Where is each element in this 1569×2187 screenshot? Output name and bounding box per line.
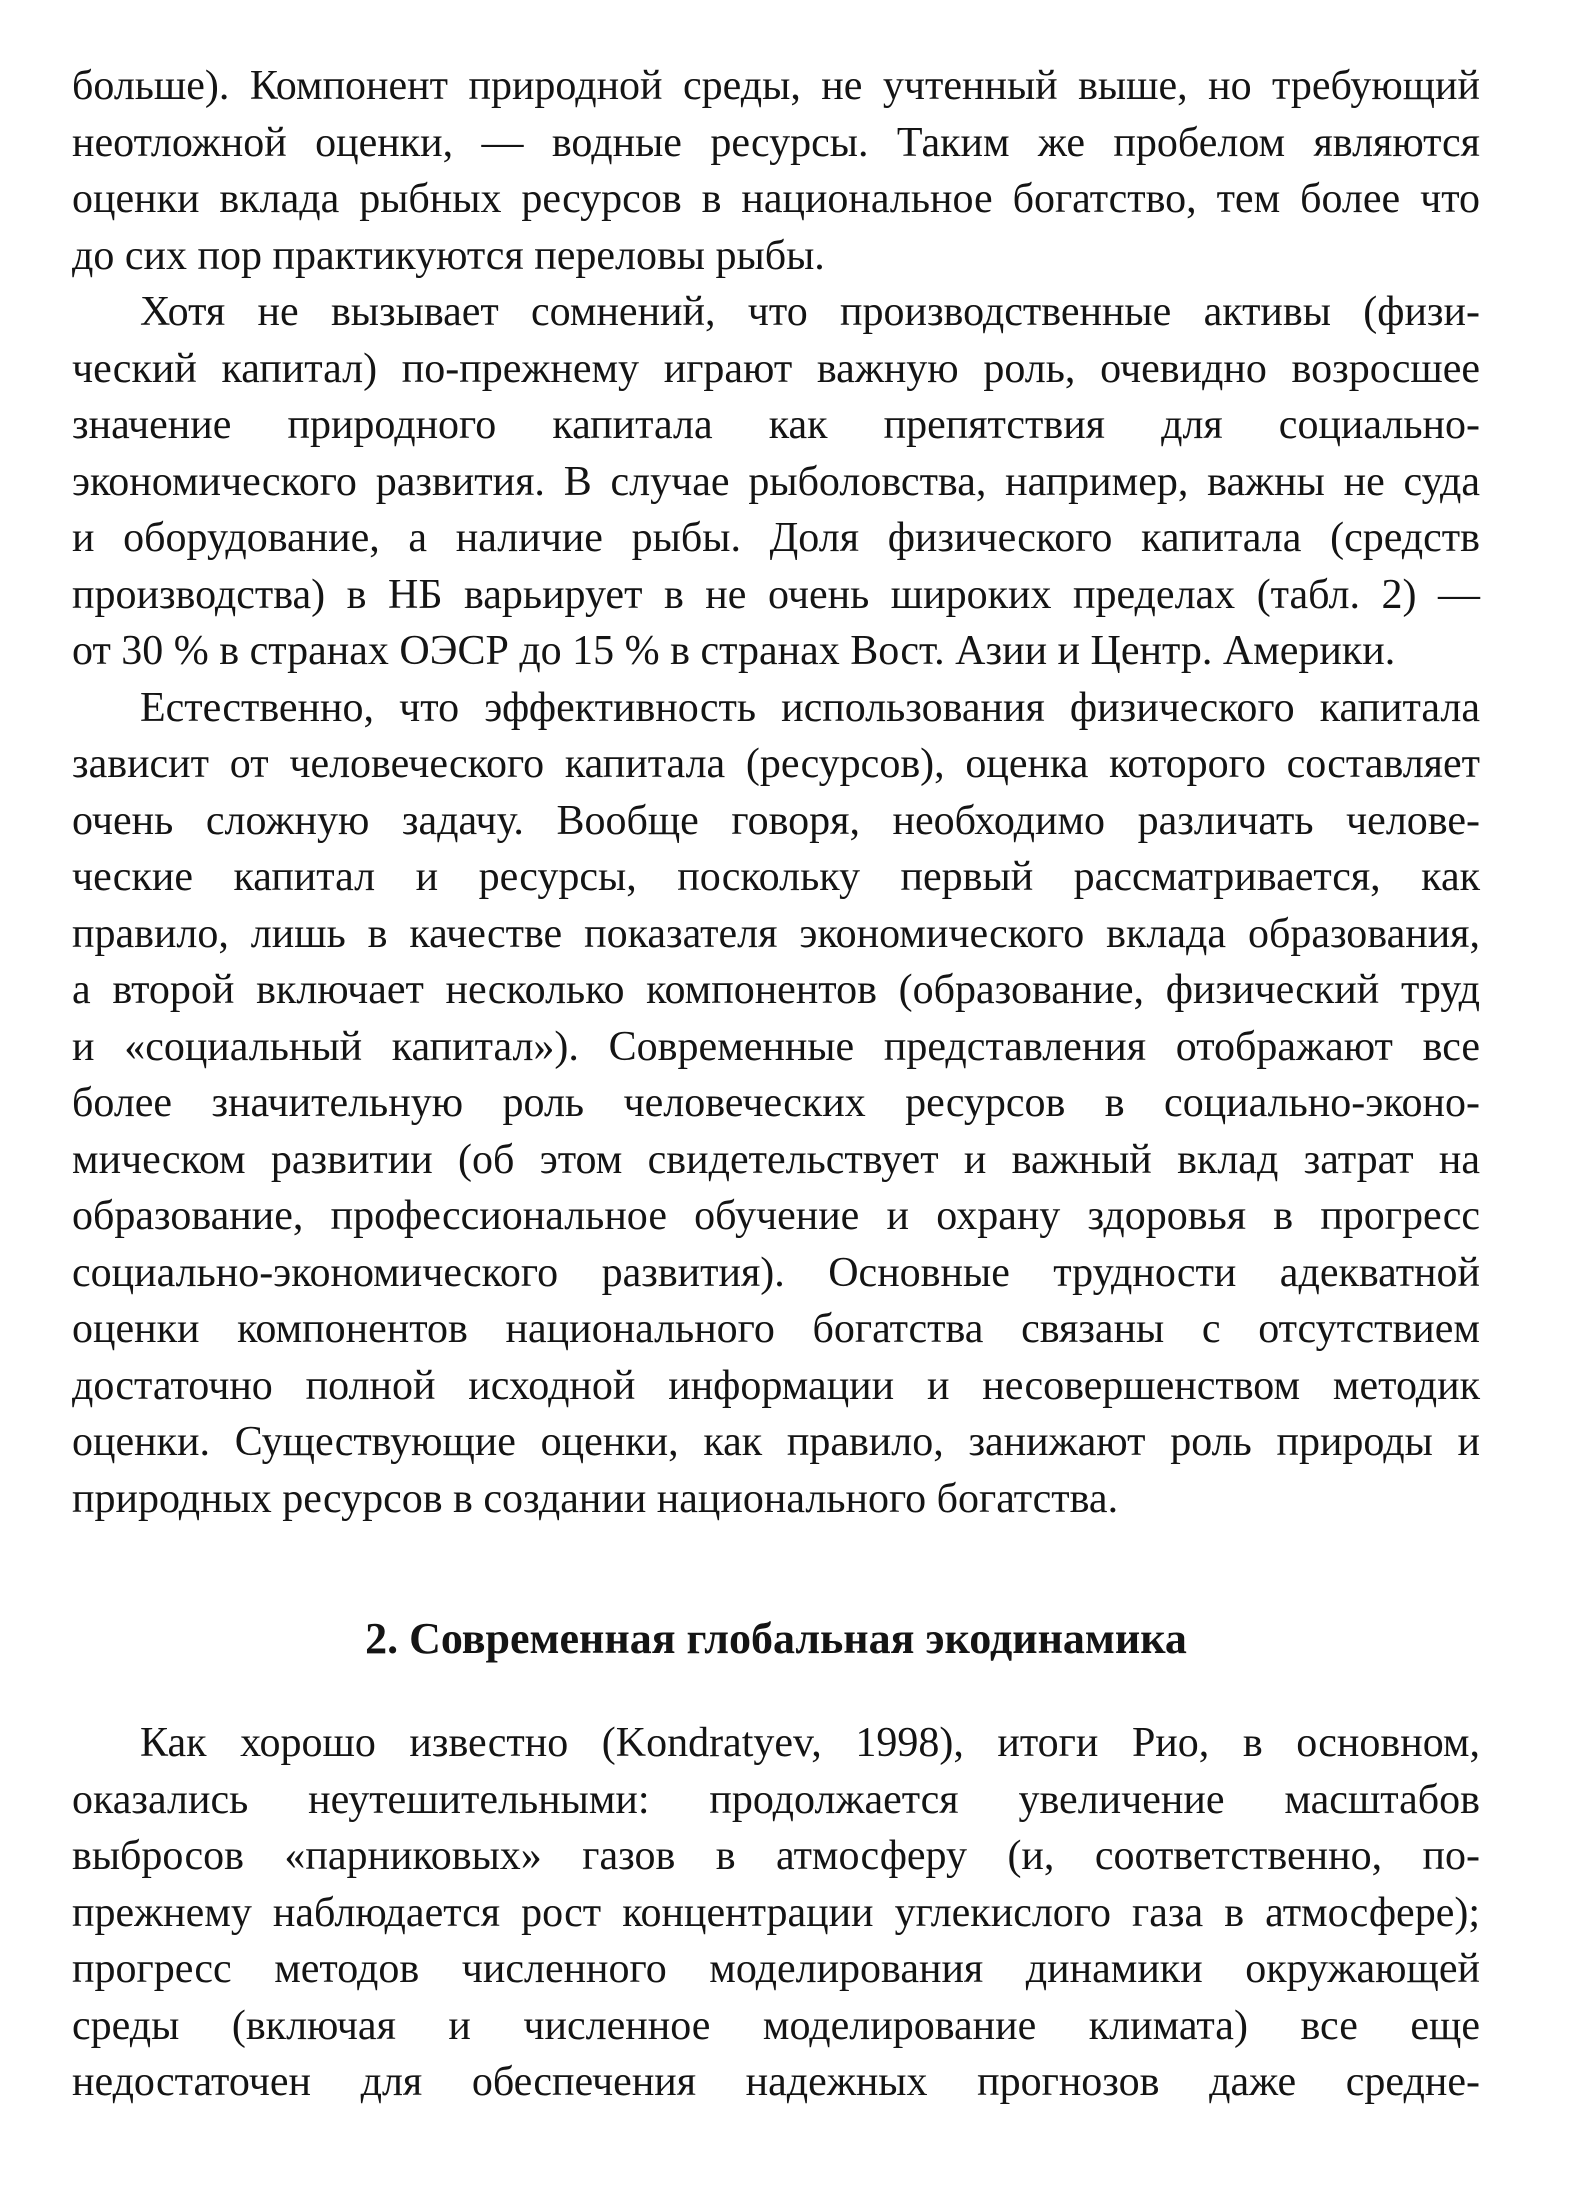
- text-line: достаточно полной исходной информации и несовершенством методик: [72, 1362, 1480, 1409]
- text-line: более значительную роль человеческих ресурсов в социально-эконо-: [72, 1080, 1480, 1126]
- text-line: правило, лишь в качестве показателя экономического вклада образования,: [72, 910, 1480, 957]
- text-line: Как хорошо известно (Kondratyev, 1998), итоги Рио, в основном,: [140, 1720, 1480, 1766]
- paragraph-2: [72, 284, 1480, 680]
- paragraph-1: [72, 58, 1480, 284]
- text-line: оценки компонентов национального богатства связаны с отсутствием: [72, 1306, 1480, 1352]
- text-line: экономического развития. В случае рыболовства, например, важны не суда: [72, 458, 1480, 505]
- text-line: ческие капитал и ресурсы, поскольку первый рассматривается, как: [72, 854, 1480, 900]
- text-line: от 30 % в странах ОЭСР до 15 % в странах Вост. Азии и Центр. Америки.: [72, 628, 1396, 674]
- text-line: выбросов «парниковых» газов в атмосферу (и, соответственно, по-: [72, 1833, 1480, 1879]
- text-line: производства) в НБ варьирует в не очень широких пределах (табл. 2) —: [72, 571, 1480, 618]
- paragraph-3: [72, 680, 1480, 1528]
- text-line: до сих пор практикуются переловы рыбы.: [72, 232, 825, 279]
- section-heading: 2. Современная глобальная экодинамика: [365, 1614, 1187, 1663]
- paragraph-4: [72, 1715, 1480, 2111]
- text-line: значение природного капитала как препятствия для социально-: [72, 402, 1480, 448]
- text-line: оценки вклада рыбных ресурсов в национальное богатство, тем более что: [72, 176, 1480, 222]
- text-line: оказались неутешительными: продолжается увеличение масштабов: [72, 1776, 1480, 1823]
- text-line: социально-экономического развития). Основные трудности адекватной: [72, 1249, 1480, 1296]
- text-line: и оборудование, а наличие рыбы. Доля физического капитала (средств: [72, 515, 1480, 561]
- text-line: и «социальный капитал»). Современные представления отображают все: [72, 1023, 1480, 1070]
- text-line: прежнему наблюдается рост концентрации углекислого газа в атмосфере);: [72, 1889, 1480, 1936]
- text-line: мическом развитии (об этом свидетельствует и важный вклад затрат на: [72, 1136, 1480, 1183]
- text-line: среды (включая и численное моделирование климата) все еще: [72, 2002, 1480, 2049]
- text-line: прогресс методов численного моделирования динамики окружающей: [72, 1946, 1480, 1992]
- text-line: больше). Компонент природной среды, не учтенный выше, но требующий: [72, 63, 1480, 109]
- text-line: природных ресурсов в создании национального богатства.: [72, 1475, 1119, 1522]
- text-line: образование, профессиональное обучение и охрану здоровья в прогресс: [72, 1193, 1480, 1239]
- text-line: неотложной оценки, — водные ресурсы. Таким же пробелом являются: [72, 119, 1480, 166]
- document-page: [72, 58, 1480, 2111]
- text-line: зависит от человеческого капитала (ресурсов), оценка которого составляет: [72, 741, 1480, 787]
- text-line: а второй включает несколько компонентов (образование, физический труд: [72, 967, 1480, 1013]
- text-line: Естественно, что эффективность использования физического капитала: [140, 684, 1480, 731]
- text-line: очень сложную задачу. Вообще говоря, необходимо различать челове-: [72, 797, 1480, 844]
- text-line: Хотя не вызывает сомнений, что производственные активы (физи-: [140, 289, 1480, 335]
- text-line: недостаточен для обеспечения надежных прогнозов даже средне-: [72, 2059, 1480, 2105]
- text-line: ческий капитал) по-прежнему играют важную роль, очевидно возросшее: [72, 345, 1480, 392]
- text-line: оценки. Существующие оценки, как правило, занижают роль природы и: [72, 1419, 1480, 1465]
